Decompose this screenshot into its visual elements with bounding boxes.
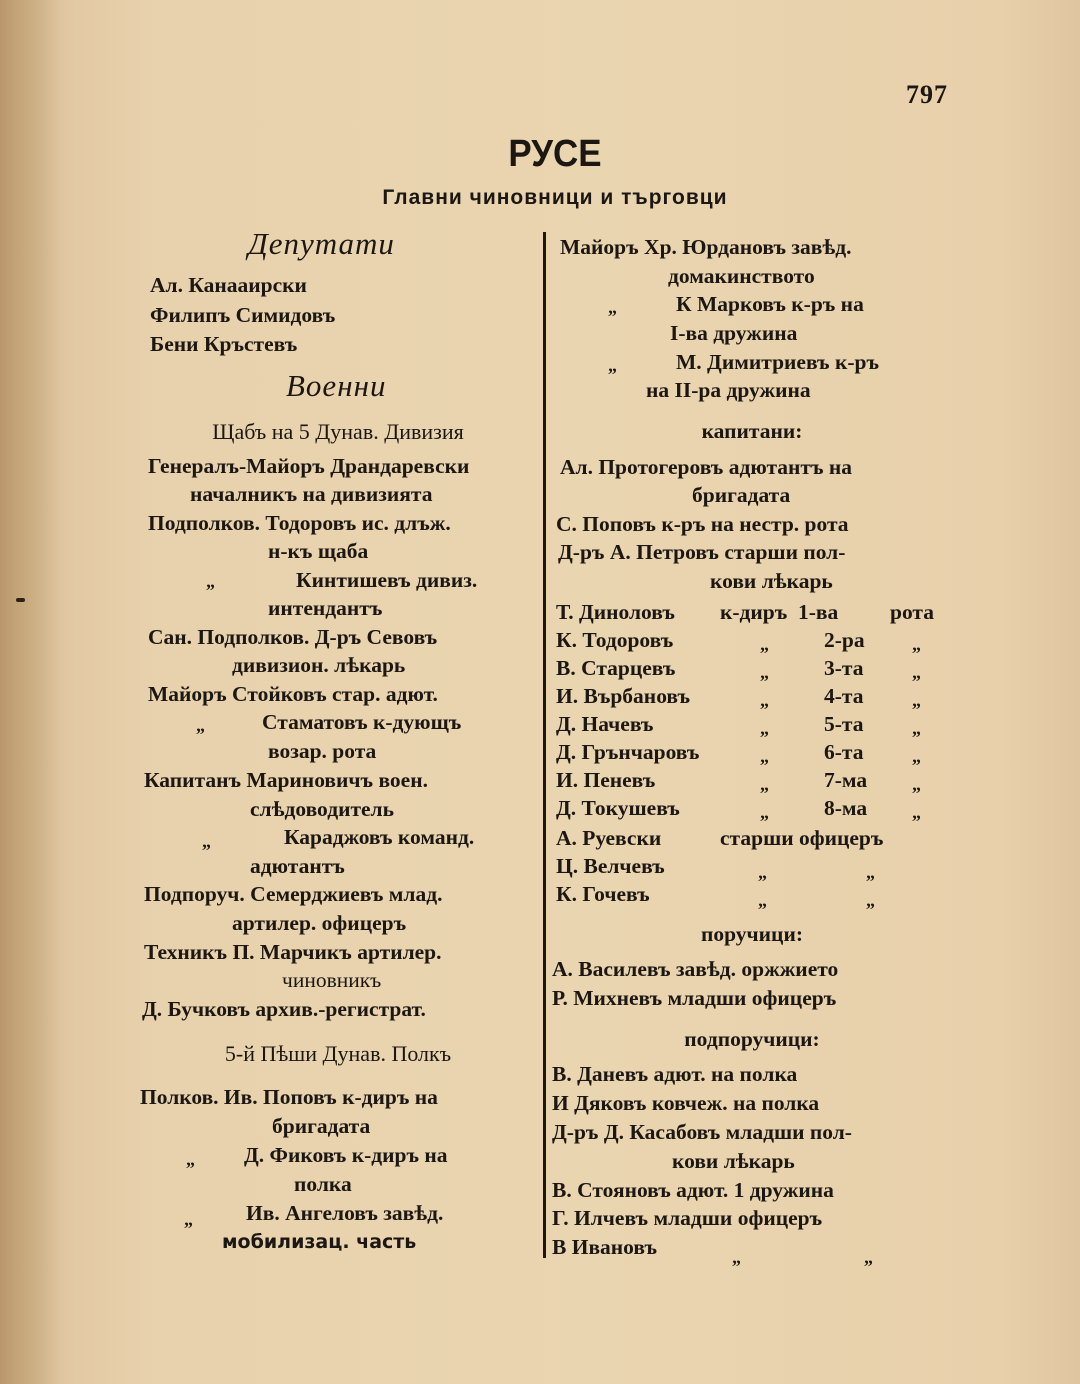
company-number: 3-та [824, 656, 864, 680]
officer-name: Д. Токушевъ [556, 796, 680, 820]
entry-line: домакинството [668, 264, 815, 288]
left-column [140, 0, 536, 1384]
company-number: 5-та [824, 712, 864, 736]
ditto-mark: „ [608, 297, 617, 317]
entry-line: возар. рота [268, 739, 377, 763]
entry-line: Подполков. Тодоровъ ис. длъж. [148, 511, 451, 535]
unit-label: рота [890, 600, 934, 624]
entry-line: бригадата [692, 483, 791, 507]
officer-name: К. Тодоровъ [556, 628, 674, 652]
officer-role: к-диръ [720, 600, 788, 624]
unit-label: „ [912, 802, 921, 822]
officer-name: Ц. Велчевъ [556, 854, 665, 878]
entry-line: интендантъ [268, 596, 383, 620]
lieutenants-heading: поручици: [700, 922, 803, 946]
captains-heading: капитани: [701, 419, 803, 443]
officer-title: старши офицеръ [720, 826, 884, 850]
entry-line: Полков. Ив. Поповъ к-диръ на [140, 1085, 438, 1109]
company-row [552, 684, 952, 708]
officer-role: „ [760, 774, 769, 794]
officer-name: Д. Начевъ [556, 712, 654, 736]
officer-name: В. Старцевъ [556, 656, 676, 680]
unit-label: „ [912, 718, 921, 738]
deputy-name: Филипъ Симидовъ [150, 303, 336, 327]
company-row [552, 656, 952, 680]
entry-line: Кинтишевъ дивиз. [296, 568, 478, 592]
military-heading: Военни [286, 368, 387, 403]
deputies-heading: Депутати [248, 226, 395, 261]
entry-line: И Дяковъ ковчеж. на полка [552, 1091, 820, 1115]
entry-line: Майоръ Стойковъ стар. адют. [148, 682, 438, 706]
entry-line: С. Поповъ к-ръ на нестр. рота [556, 512, 849, 536]
officer-name: И. Пеневъ [556, 768, 656, 792]
entry-line: Генералъ-Майоръ Драндаревски [148, 454, 470, 478]
senior-officer-row [552, 826, 952, 850]
company-number: 4-та [824, 684, 864, 708]
page-number: 797 [906, 80, 948, 109]
unit-label: „ [912, 746, 921, 766]
entry-line: Подпоруч. Семерджиевъ млад. [144, 882, 443, 906]
company-number: 8-ма [824, 796, 868, 820]
company-number: 1-ва [798, 600, 839, 624]
entry-line: Д-ръ А. Петровъ старши пол- [558, 540, 846, 564]
entry-line: началникъ на дивизията [190, 482, 433, 506]
officer-role: „ [760, 634, 769, 654]
unit-label: „ [912, 774, 921, 794]
entry-line: М. Димитриевъ к-ръ [676, 350, 879, 374]
company-row [552, 600, 952, 624]
entry-line: адютантъ [250, 854, 345, 878]
ditto-mark: „ [758, 890, 767, 910]
entry-line: I-ва дружина [670, 321, 798, 345]
entry-line: К Марковъ к-ръ на [676, 292, 864, 316]
staff-heading: Щабъ на 5 Дунав. Дивизия [212, 419, 464, 444]
unit-label: „ [912, 662, 921, 682]
entry-line: артилер. офицеръ [232, 911, 407, 935]
entry-line: кови лѣкарь [672, 1149, 795, 1173]
entry-line: Сан. Подполков. Д-ръ Севовъ [148, 625, 438, 649]
company-row [552, 796, 952, 820]
officer-name: И. Върбановъ [556, 684, 691, 708]
ditto-mark: „ [186, 1149, 195, 1169]
entry-line: мобилизац. часть [222, 1231, 417, 1253]
right-column [552, 0, 952, 1384]
entry-line: В Ивановъ [552, 1235, 658, 1259]
entry-line: Д-ръ Д. Касабовъ младши пол- [552, 1120, 852, 1144]
officer-role: „ [760, 746, 769, 766]
ditto-mark: „ [866, 862, 875, 882]
entry-line: Г. Илчевъ младши офицеръ [552, 1206, 823, 1230]
senior-officer-row [552, 882, 952, 910]
officer-name: Т. Диноловъ [556, 600, 675, 624]
entry-line: Р. Михневъ младши офицеръ [552, 986, 837, 1010]
company-row [552, 768, 952, 792]
entry-line: бригадата [272, 1114, 371, 1138]
deputy-name: Бени Кръстевъ [150, 332, 298, 356]
page-subtitle: Главни чиновници и търговци [382, 186, 728, 209]
ditto-mark: „ [866, 890, 875, 910]
deputy-name: Ал. Канааирски [150, 273, 307, 297]
entry-line: Ал. Протогеровъ адютантъ на [560, 455, 853, 479]
entry-line: н-къ щаба [268, 539, 369, 563]
company-number: 7-ма [824, 768, 868, 792]
entry-line: кови лѣкарь [710, 569, 833, 593]
entry-line: полка [294, 1172, 352, 1196]
ditto-mark: „ [864, 1247, 873, 1267]
ink-mark [16, 598, 25, 602]
entry-line: Техникъ П. Марчикъ артилер. [144, 940, 442, 964]
ditto-mark: „ [608, 355, 617, 375]
entry-line: дивизион. лѣкарь [232, 653, 406, 677]
entry-line: Капитанъ Мариновичъ воен. [144, 768, 428, 792]
ditto-mark: „ [732, 1247, 741, 1267]
entry-line: Стаматовъ к-дующъ [262, 710, 462, 734]
unit-label: „ [912, 690, 921, 710]
company-row [552, 740, 952, 764]
company-number: 2-ра [824, 628, 865, 652]
company-row [552, 712, 952, 736]
officer-role: „ [760, 690, 769, 710]
ditto-mark: „ [206, 571, 215, 591]
entry-line: В. Даневъ адют. на полка [552, 1062, 798, 1086]
ditto-mark: „ [184, 1209, 193, 1229]
entry-line: Ив. Ангеловъ завѣд. [246, 1201, 444, 1225]
entry-line: на II-ра дружина [646, 378, 811, 402]
company-row [552, 628, 952, 652]
ditto-mark: „ [196, 715, 205, 735]
column-divider [543, 232, 546, 1258]
officer-name: К. Гочевъ [556, 882, 650, 906]
officer-role: „ [760, 662, 769, 682]
regiment-heading: 5-й Пѣши Дунав. Полкъ [224, 1041, 452, 1066]
officer-role: „ [760, 718, 769, 738]
entry-line: слѣдоводитель [250, 797, 394, 821]
entry-line: Д. Фиковъ к-диръ на [244, 1143, 448, 1167]
senior-officer-row [552, 854, 952, 882]
entry-line: Д. Бучковъ архив.-регистрат. [142, 997, 426, 1021]
officer-name: Д. Грънчаровъ [556, 740, 700, 764]
entry-line: Караджовъ команд. [284, 825, 475, 849]
officer-name: А. Руевски [556, 826, 662, 850]
entry-line: Майоръ Хр. Юрдановъ завѣд. [560, 235, 852, 259]
officer-role: „ [760, 802, 769, 822]
entry-line: чиновникъ [282, 968, 382, 992]
ditto-mark: „ [202, 831, 211, 851]
page-title: РУСЕ [508, 133, 602, 175]
entry-line: В. Стояновъ адют. 1 дружина [552, 1178, 834, 1202]
sublieutenants-heading: подпоручици: [684, 1027, 820, 1051]
entry-line: А. Василевъ завѣд. оржжието [552, 957, 839, 981]
unit-label: „ [912, 634, 921, 654]
ditto-mark: „ [758, 862, 767, 882]
company-number: 6-та [824, 740, 864, 764]
